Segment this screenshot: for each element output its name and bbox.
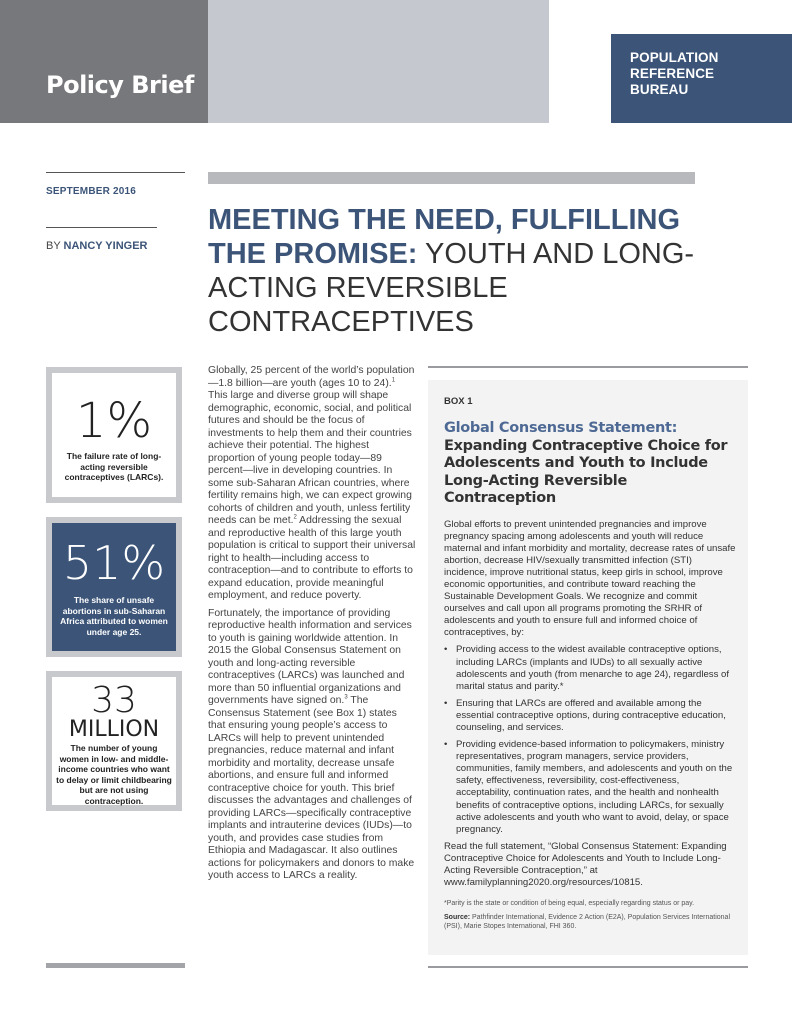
box-1-sidebar (428, 380, 748, 955)
org-name-line: POPULATION (630, 50, 719, 65)
page-title (208, 203, 768, 339)
box-title-blue: Global Consensus Statement: (444, 420, 678, 436)
text-run: Fortunately, the importance of providing reproductive health information and services to youth is gaining worldwide attention. In 2015 the Global Consensus Statement on youth and long-acting reversible contraceptives (LARCs) was launched and more than 50 influential organizations and governments have signed on. (208, 607, 412, 706)
series-label: Policy Brief (46, 71, 194, 99)
box-title (444, 420, 736, 508)
box-title-dark: Expanding Contraceptive Choice for Adolescents and Youth to Include Long-Acting Reversible Contraception (444, 437, 728, 506)
text-run: The Consensus Statement (see Box 1) states that ensuring young people’s access to LARCs will help to prevent unintended pregnancies, reduce maternal and infant morbidity and mortality, decrease unsafe abortions, and ensure full and informed contraceptive choice for youth. This brief discusses the advantages and challenges of providing LARCs—specifically contraceptive implants and intrauterine devices (IUDs)—to youth, and provides case studies from Ethiopia and Madagascar. It also outlines actions for policymakers and donors to make youth access to LARCs a reality. (208, 695, 415, 881)
divider (46, 227, 157, 228)
org-logo (611, 34, 792, 123)
box-bullet-list (444, 644, 736, 835)
stat-unit: MILLION (68, 717, 160, 742)
author-name: NANCY YINGER (63, 240, 148, 252)
stat-description: The share of unsafe abortions in sub-Saharan Africa attributed to women under age 25. (60, 595, 168, 637)
header-dark-panel (0, 0, 208, 123)
list-item: • Providing evidence-based information to policymakers, ministry representatives, program managers, service providers, communities, family members, and adolescents and youth on the safety, effectiveness, reversibility, cost-effectiveness, acceptability, continuation rates, and the health and nonhealth benefits of contraceptive options, including LARCs, for sexually active adolescents and youth who want to avoid, delay, or space pregnancy. (444, 739, 736, 836)
stat-box-unmet-need (46, 671, 182, 811)
list-item: • Ensuring that LARCs are offered and available among the essential contraceptive options, during contraceptive education, counseling, and services. (444, 698, 736, 734)
stat-description: The number of young women in low- and middle-income countries who want to delay or limit childbearing but are not using contraception. (56, 743, 172, 806)
byline-prefix: BY (46, 240, 64, 252)
stat-value: 1% (75, 393, 153, 449)
title-thin-line2: YOUTH AND LONG- (417, 238, 695, 270)
title-accent-bar (208, 172, 695, 184)
divider (428, 966, 748, 968)
header-light-panel (208, 0, 549, 123)
box-label: BOX 1 (444, 396, 473, 407)
title-thin-line3: ACTING REVERSIBLE CONTRACEPTIVES (208, 272, 508, 338)
stat-value: 33 (91, 680, 137, 721)
footnote-ref[interactable]: 1 (391, 377, 396, 384)
stat-box-unsafe-abortions (46, 517, 182, 657)
stat-box-failure-rate (46, 367, 182, 503)
paragraph (208, 608, 416, 883)
text-run: This large and diverse group will shape demographic, economic, social, and political futures and should be the focus of investments to help them and their countries achieve their potential. The highest proportion of young people today—89 percent—live in developing countries. In some sub-Saharan African countries, where fertility remains high, we can expect growing cohorts of children and youth, unless fertility needs can be met. (208, 390, 412, 526)
source-text: Pathfinder International, Evidence 2 Action (E2A), Population Services International (PSI), Marie Stopes International, FHI 360. (444, 913, 730, 931)
org-name-line: REFERENCE (630, 66, 715, 81)
box-footnotes (444, 899, 736, 932)
divider (428, 366, 748, 368)
body-text (208, 365, 416, 888)
box-source (444, 913, 736, 932)
footnote-ref[interactable]: 3 (344, 694, 348, 701)
paragraph (208, 365, 416, 603)
stat-value: 51% (62, 536, 166, 590)
title-bold-line1: MEETING THE NEED, FULFILLING (208, 204, 681, 236)
title-bold-line2: THE PROMISE: (208, 238, 418, 270)
box-read-more[interactable]: Read the full statement, “Global Consensus Statement: Expanding Contraceptive Choice for Adolescents and Youth to Include Long-Acting Reversible Contraception,” at www.familyplanning2020.org/resources/10815. (444, 840, 727, 889)
divider (46, 172, 185, 173)
footnote-ref[interactable]: 2 (293, 514, 297, 521)
source-label: Source: (444, 913, 471, 921)
byline (46, 240, 147, 252)
text-run: Globally, 25 percent of the world’s population—1.8 billion—are youth (ages 10 to 24). (208, 365, 415, 389)
divider (46, 963, 185, 968)
org-name-line: BUREAU (630, 82, 689, 97)
box-footnote: *Parity is the state or condition of being equal, especially regarding status or pay. (444, 900, 695, 908)
text-run: Addressing the sexual and reproductive health of this large youth population is critical to support their universal right to health—including access to contraception—and to contribute to efforts to expand education, provide meaningful employment, and reduce poverty. (208, 515, 416, 601)
stat-description: The failure rate of long-acting reversible contraceptives (LARCs). (64, 451, 164, 482)
box-body (444, 519, 736, 890)
publication-date: SEPTEMBER 2016 (46, 186, 137, 197)
list-item: • Providing access to the widest available contraceptive options, including LARCs (implants and IUDs) to all sexually active adolescents and youth (from menarche to age 24), regardless of marital status and parity.* (444, 644, 736, 692)
box-intro: Global efforts to prevent unintended pregnancies and improve pregnancy spacing among adolescents and youth will reduce maternal and infant morbidity and mortality, decrease rates of unsafe abortion, decrease HIV/sexually transmitted infection (STI) incidence, improve nutritional status, keep girls in school, improve economic opportunities, and contribute toward reaching the Sustainable Development Goals. We recognize and commit ourselves and call upon all programs promoting the SRHR of adolescents and youth to ensure full and informed choice of contraceptives, by: (444, 518, 736, 639)
